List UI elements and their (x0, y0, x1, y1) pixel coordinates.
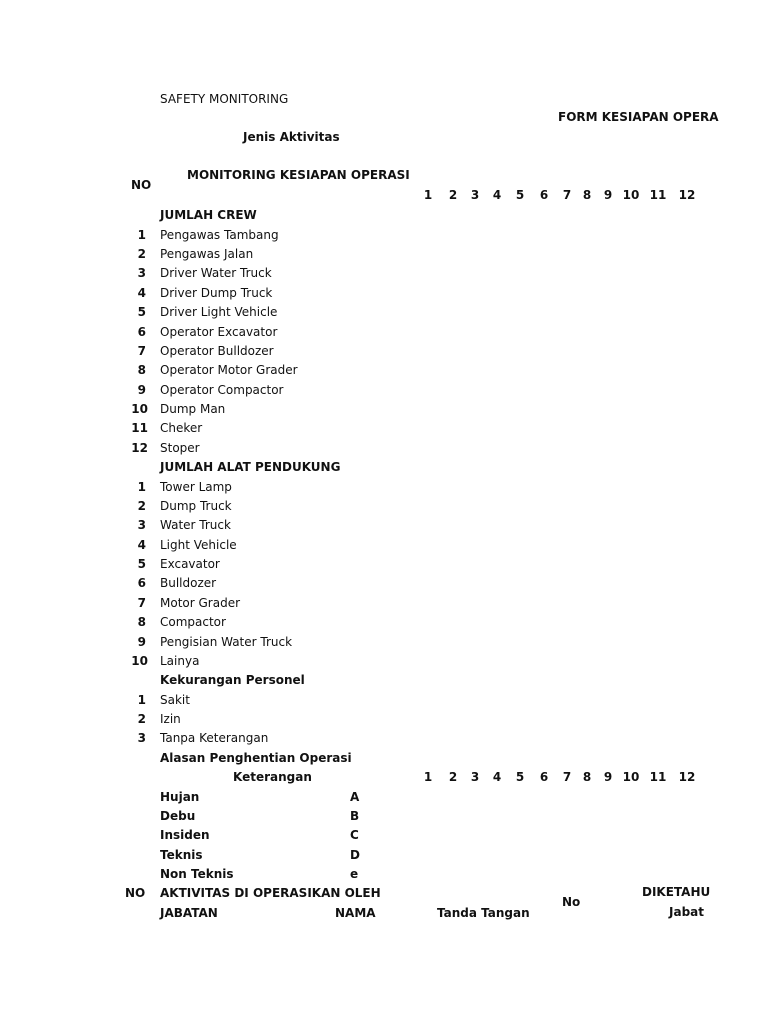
alat-no: 1 (137, 480, 146, 494)
alat-label: Water Truck (160, 518, 231, 532)
alat-section-title: JUMLAH ALAT PENDUKUNG (160, 460, 341, 474)
jabatan-right-label: Jabat (669, 905, 704, 919)
alasan-code: B (350, 809, 360, 823)
col-9: 9 (603, 188, 613, 202)
col-7: 7 (562, 188, 572, 202)
crew-no: 8 (137, 363, 146, 377)
crew-label: Pengawas Jalan (160, 247, 254, 261)
footer-no-small: No (562, 895, 581, 909)
col-2: 2 (448, 188, 458, 202)
tanda-tangan-label: Tanda Tangan (437, 906, 530, 920)
personel-no: 2 (137, 712, 146, 726)
crew-no: 12 (131, 441, 148, 455)
crew-no: 7 (137, 344, 146, 358)
alasan-section-title: Alasan Penghentian Operasi (160, 751, 352, 765)
alat-no: 6 (137, 576, 146, 590)
operated-by-title: AKTIVITAS DI OPERASIKAN OLEH (160, 886, 381, 900)
crew-no: 1 (137, 228, 146, 242)
crew-label: Driver Dump Truck (160, 286, 273, 300)
alasan-code: C (350, 828, 359, 842)
alat-label: Motor Grader (160, 596, 241, 610)
personel-no: 3 (137, 731, 146, 745)
alat-label: Dump Truck (160, 499, 232, 513)
alat-label: Tower Lamp (160, 480, 232, 494)
crew-label: Pengawas Tambang (160, 228, 279, 242)
footer-no-label: NO (125, 886, 146, 900)
personel-label: Izin (160, 712, 181, 726)
crew-label: Operator Motor Grader (160, 363, 298, 377)
col-5: 5 (515, 188, 525, 202)
alat-no: 9 (137, 635, 146, 649)
keterangan-label: Keterangan (233, 770, 312, 784)
alasan-code: A (350, 790, 360, 804)
alasan-label: Insiden (160, 828, 210, 842)
col-9: 9 (603, 770, 613, 784)
no-header: NO (131, 178, 152, 192)
crew-label: Cheker (160, 421, 203, 435)
col-10: 10 (622, 188, 640, 202)
alat-label: Bulldozer (160, 576, 217, 590)
alat-no: 4 (137, 538, 146, 552)
col-5: 5 (515, 770, 525, 784)
alat-no: 2 (137, 499, 146, 513)
col-7: 7 (562, 770, 572, 784)
personel-label: Sakit (160, 693, 190, 707)
jenis-aktivitas-label: Jenis Aktivitas (243, 130, 340, 144)
col-6: 6 (539, 188, 549, 202)
col-8: 8 (582, 188, 592, 202)
personel-no: 1 (137, 693, 146, 707)
alat-label: Pengisian Water Truck (160, 635, 293, 649)
alat-no: 10 (131, 654, 148, 668)
personel-label: Tanpa Keterangan (160, 731, 269, 745)
nama-label: NAMA (335, 906, 376, 920)
alasan-label: Hujan (160, 790, 200, 804)
col-3: 3 (470, 188, 480, 202)
alat-no: 8 (137, 615, 146, 629)
crew-no: 5 (137, 305, 146, 319)
crew-label: Dump Man (160, 402, 226, 416)
col-1: 1 (423, 188, 433, 202)
crew-label: Driver Water Truck (160, 266, 272, 280)
col-3: 3 (470, 770, 480, 784)
alat-label: Excavator (160, 557, 220, 571)
alasan-code: e (350, 867, 359, 881)
monitoring-title: MONITORING KESIAPAN OPERASI (187, 168, 410, 182)
crew-label: Operator Excavator (160, 325, 278, 339)
jabatan-label: JABATAN (160, 906, 218, 920)
crew-no: 10 (131, 402, 148, 416)
alasan-label: Debu (160, 809, 196, 823)
alat-label: Compactor (160, 615, 226, 629)
safety-monitoring-title: SAFETY MONITORING (160, 92, 289, 106)
col-6: 6 (539, 770, 549, 784)
crew-no: 4 (137, 286, 146, 300)
crew-label: Operator Bulldozer (160, 344, 274, 358)
col-11: 11 (649, 770, 667, 784)
form-title: FORM KESIAPAN OPERA (558, 110, 719, 124)
crew-label: Stoper (160, 441, 200, 455)
col-11: 11 (649, 188, 667, 202)
personel-section-title: Kekurangan Personel (160, 673, 305, 687)
crew-label: Operator Compactor (160, 383, 284, 397)
diketahui-label: DIKETAHU (642, 885, 711, 899)
alasan-code: D (350, 848, 360, 862)
col-1: 1 (423, 770, 433, 784)
alat-label: Lainya (160, 654, 200, 668)
col-8: 8 (582, 770, 592, 784)
col-4: 4 (492, 188, 502, 202)
crew-no: 9 (137, 383, 146, 397)
col-10: 10 (622, 770, 640, 784)
alasan-label: Non Teknis (160, 867, 234, 881)
crew-no: 3 (137, 266, 146, 280)
alasan-label: Teknis (160, 848, 203, 862)
crew-label: Driver Light Vehicle (160, 305, 278, 319)
col-4: 4 (492, 770, 502, 784)
crew-no: 6 (137, 325, 146, 339)
col-2: 2 (448, 770, 458, 784)
crew-section-title: JUMLAH CREW (160, 208, 257, 222)
crew-no: 11 (131, 421, 148, 435)
alat-no: 7 (137, 596, 146, 610)
alat-no: 5 (137, 557, 146, 571)
col-12: 12 (678, 770, 696, 784)
col-12: 12 (678, 188, 696, 202)
alat-label: Light Vehicle (160, 538, 237, 552)
alat-no: 3 (137, 518, 146, 532)
crew-no: 2 (137, 247, 146, 261)
